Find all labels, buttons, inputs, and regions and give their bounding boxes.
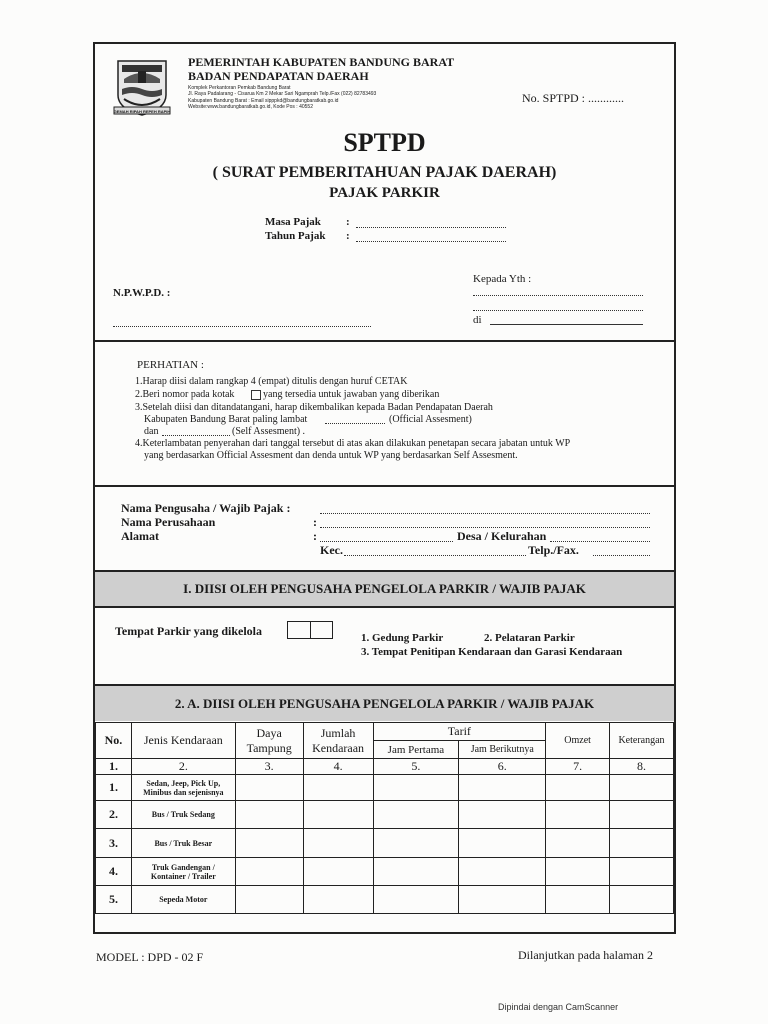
- col-number-6: 6.: [459, 759, 546, 775]
- section2-header: 2. A. DIISI OLEH PENGUSAHA PENGELOLA PARKIR / WAJIB PAJAK: [95, 686, 674, 721]
- row-vehicle-type: [131, 886, 235, 914]
- tempat-parkir-label: Tempat Parkir yang dikelola: [115, 624, 263, 638]
- kepada-label: Kepada Yth :: [473, 273, 532, 285]
- official-deadline-field[interactable]: [325, 416, 385, 424]
- form-subtitle: ( SURAT PEMBERITAHUAN PAJAK DAERAH): [212, 164, 557, 181]
- scanner-watermark: Dipindai dengan CamScanner: [498, 1002, 619, 1012]
- recipient-city-field[interactable]: [490, 324, 643, 325]
- row-vehicle-type: [131, 775, 235, 801]
- col-number-4: 4.: [303, 759, 373, 775]
- official-assesment: (Official Assesment): [389, 414, 472, 425]
- notice-item-1: 1.Harap diisi dalam rangkap 4 (empat) ditulis dengan huruf CETAK: [135, 376, 408, 387]
- col-header-tarif: Tarif: [373, 723, 546, 741]
- cell-jam-berikutnya[interactable]: [459, 829, 546, 858]
- tahun-pajak-label: Tahun Pajak: [265, 230, 326, 242]
- cell-jam-berikutnya[interactable]: [459, 858, 546, 886]
- row-no: 1.: [96, 775, 132, 801]
- notice-item-2b: yang tersedia untuk jawaban yang diberikan: [263, 389, 440, 400]
- col-header-daya: [235, 723, 303, 759]
- col-header-daya-1: Daya: [256, 725, 282, 740]
- logo-motto: GEMAH RIPAH REPEH RAPIH: [113, 109, 171, 114]
- col-header-keterangan: Keterangan: [610, 723, 674, 759]
- row-vehicle-type-line: Bus / Truk Besar: [154, 838, 213, 848]
- cell-jam-berikutnya[interactable]: [459, 775, 546, 801]
- cell-omzet[interactable]: [546, 801, 610, 829]
- row-no: 5.: [96, 886, 132, 914]
- recipient-line-1[interactable]: [473, 287, 643, 296]
- col-header-daya-2: Tampung: [246, 740, 292, 755]
- cell-keterangan[interactable]: [610, 858, 674, 886]
- table-row: [96, 858, 674, 886]
- masa-pajak-field[interactable]: [356, 218, 506, 228]
- cell-daya[interactable]: [235, 886, 303, 914]
- tempat-parkir-box-divider: [310, 622, 311, 638]
- nama-pengusaha-label: Nama Pengusaha / Wajib Pajak :: [121, 501, 291, 515]
- notice-item-4b: yang berdasarkan Official Assesment dan denda untuk WP yang berdasarkan Self Assesment.: [144, 450, 518, 461]
- agency-address-3: Kabupaten Bandung Barat : Email sipppkd@bandungbaratkab.go.id: [188, 98, 339, 104]
- cell-jumlah[interactable]: [303, 858, 373, 886]
- nama-perusahaan-colon: :: [313, 515, 317, 529]
- row-vehicle-type-line: Sepeda Motor: [159, 895, 208, 904]
- form-title: SPTPD: [343, 128, 426, 157]
- cell-jam-pertama[interactable]: [373, 801, 459, 829]
- col-number-5: 5.: [373, 759, 459, 775]
- row-vehicle-type: [131, 858, 235, 886]
- col-header-no: No.: [96, 723, 132, 759]
- notice-item-2: 2.Beri nomor pada kotak: [135, 389, 235, 400]
- row-vehicle-type: [131, 801, 235, 829]
- cell-daya[interactable]: [235, 858, 303, 886]
- notice-number-box-icon: [251, 390, 261, 400]
- recipient-line-2[interactable]: [473, 302, 643, 311]
- di-label: di: [473, 314, 482, 326]
- cell-jam-pertama[interactable]: [373, 829, 459, 858]
- sptpd-number-field[interactable]: No. SPTPD : ............: [522, 91, 625, 105]
- cell-jam-berikutnya[interactable]: [459, 801, 546, 829]
- col-number-2: 2.: [131, 759, 235, 775]
- tempat-parkir-box[interactable]: [287, 621, 333, 639]
- row-vehicle-type-line: Sedan, Jeep, Pick Up,: [146, 778, 221, 788]
- kec-field[interactable]: [344, 546, 526, 556]
- alamat-field[interactable]: [320, 532, 453, 542]
- npwpd-field[interactable]: [113, 318, 371, 327]
- cell-keterangan[interactable]: [610, 801, 674, 829]
- col-number-1: 1.: [96, 759, 132, 775]
- cell-jam-pertama[interactable]: [373, 858, 459, 886]
- col-header-jenis: Jenis Kendaraan: [131, 723, 235, 759]
- row-no: 2.: [96, 801, 132, 829]
- cell-omzet[interactable]: [546, 775, 610, 801]
- col-header-jumlah: [303, 723, 373, 759]
- col-header-omzet: Omzet: [546, 723, 610, 759]
- vehicle-table: [95, 722, 674, 914]
- section1-header: I. DIISI OLEH PENGUSAHA PENGELOLA PARKIR / WAJIB PAJAK: [95, 572, 674, 606]
- npwpd-label: N.P.W.P.D. :: [113, 287, 171, 299]
- row-vehicle-type-line: Minibus dan sejenisnya: [143, 787, 224, 797]
- desa-label: Desa / Kelurahan: [457, 529, 547, 543]
- row-vehicle-type-line: Truk Gandengan /: [151, 862, 215, 872]
- notice-item-4: 4.Keterlambatan penyerahan dari tanggal tersebut di atas akan dilakukan penetapan secara jabatan untuk WP: [135, 438, 571, 449]
- notice-dan: dan: [144, 426, 159, 437]
- col-header-jam-berikutnya: Jam Berikutnya: [459, 741, 546, 759]
- col-header-jam-pertama: Jam Pertama: [373, 741, 459, 759]
- cell-jam-pertama[interactable]: [373, 775, 459, 801]
- masa-pajak-colon: :: [346, 216, 350, 228]
- col-number-8: 8.: [610, 759, 674, 775]
- agency-name: BADAN PENDAPATAN DAERAH: [188, 69, 369, 83]
- notice-item-3: 3.Setelah diisi dan ditandatangani, harap dikembalikan kepada Badan Pendapatan Daerah: [135, 402, 493, 413]
- kec-label: Kec.: [320, 543, 343, 557]
- telp-label: Telp./Fax.: [528, 543, 579, 557]
- cell-jam-berikutnya[interactable]: [459, 886, 546, 914]
- col-header-jumlah-1: Jumlah: [320, 725, 356, 740]
- agency-address-2: Jl. Raya Padalarang - Cisarua Km 2 Mekar Sari Ngamprah Telp./Fax (022) 82783493: [188, 91, 377, 97]
- option-tempat-penitipan: 3. Tempat Penitipan Kendaraan dan Garasi Kendaraan: [361, 646, 623, 658]
- section1-header-border: [93, 606, 676, 608]
- row-no: 4.: [96, 858, 132, 886]
- row-no: 3.: [96, 829, 132, 858]
- notice-item-3b: Kabupaten Bandung Barat paling lambat: [144, 414, 308, 425]
- cell-jam-pertama[interactable]: [373, 886, 459, 914]
- col-number-7: 7.: [546, 759, 610, 775]
- cell-keterangan[interactable]: [610, 775, 674, 801]
- col-number-3: 3.: [235, 759, 303, 775]
- col-header-jumlah-2: Kendaraan: [312, 740, 365, 755]
- telp-field[interactable]: [593, 546, 650, 556]
- cell-daya[interactable]: [235, 775, 303, 801]
- row-vehicle-type: [131, 829, 235, 858]
- cell-keterangan[interactable]: [610, 829, 674, 858]
- cell-jumlah[interactable]: [303, 801, 373, 829]
- alamat-colon: :: [313, 529, 317, 543]
- continued-note: Dilanjutkan pada halaman 2: [518, 948, 653, 962]
- cell-jumlah[interactable]: [303, 829, 373, 858]
- option-gedung-parkir: 1. Gedung Parkir: [361, 632, 444, 644]
- masa-pajak-label: Masa Pajak: [265, 216, 321, 228]
- row-vehicle-type-line: Bus / Truk Sedang: [151, 810, 215, 819]
- nama-perusahaan-label: Nama Perusahaan: [121, 515, 216, 529]
- cell-daya[interactable]: [235, 801, 303, 829]
- model-code: MODEL : DPD - 02 F: [96, 950, 204, 964]
- self-deadline-field[interactable]: [162, 428, 230, 436]
- cell-omzet[interactable]: [546, 858, 610, 886]
- cell-daya[interactable]: [235, 829, 303, 858]
- row-vehicle-type-line: Kontainer / Trailer: [150, 871, 216, 881]
- cell-omzet[interactable]: [546, 886, 610, 914]
- agency-address-4: Website:www.bandungbaratkab.go.id, Kode Pos : 40552: [188, 104, 313, 110]
- agency-address-1: Komplek Perkantoran Pemkab Bandung Barat: [188, 85, 291, 91]
- tax-type: PAJAK PARKIR: [329, 185, 440, 201]
- cell-omzet[interactable]: [546, 829, 610, 858]
- table-row: [96, 801, 674, 829]
- tahun-pajak-field[interactable]: [356, 232, 506, 242]
- desa-field[interactable]: [550, 532, 650, 542]
- cell-jumlah[interactable]: [303, 775, 373, 801]
- nama-perusahaan-field[interactable]: [320, 518, 650, 528]
- table-row: [96, 829, 674, 858]
- table-row: [96, 886, 674, 914]
- alamat-label: Alamat: [121, 529, 159, 543]
- option-pelataran-parkir: 2. Pelataran Parkir: [484, 632, 575, 644]
- cell-keterangan[interactable]: [610, 886, 674, 914]
- government-name: PEMERINTAH KABUPATEN BANDUNG BARAT: [188, 55, 455, 69]
- self-assesment: (Self Assesment) .: [232, 426, 306, 437]
- tahun-pajak-colon: :: [346, 230, 350, 242]
- table-row: [96, 775, 674, 801]
- nama-pengusaha-field[interactable]: [320, 504, 650, 514]
- notice-title: PERHATIAN :: [137, 359, 204, 371]
- cell-jumlah[interactable]: [303, 886, 373, 914]
